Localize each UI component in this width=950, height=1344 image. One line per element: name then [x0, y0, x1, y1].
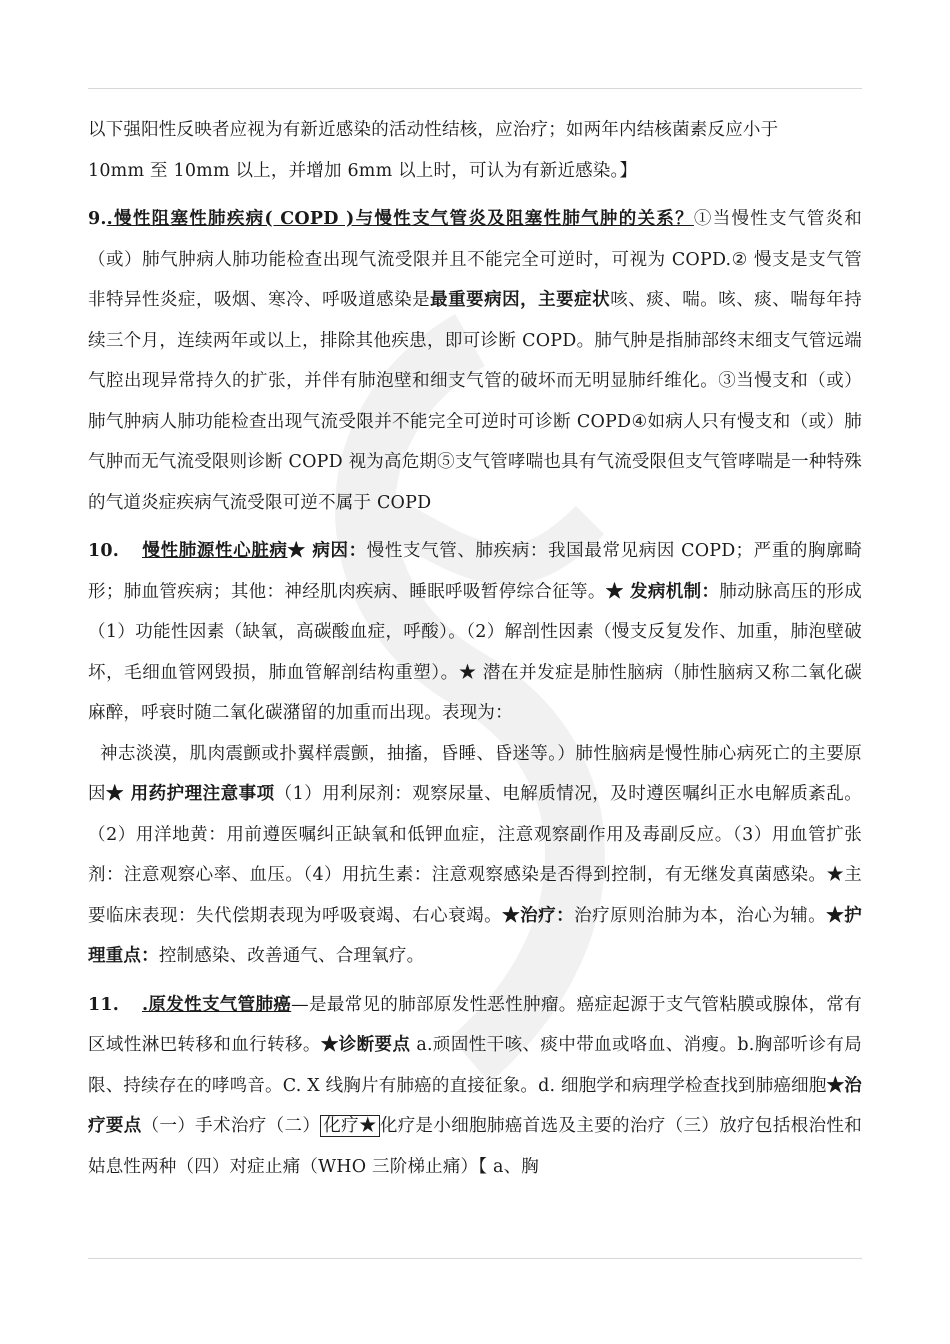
paragraph-8-tail: [88, 110, 862, 191]
star-heading: ★ 用药护理注意事项: [106, 784, 275, 804]
section-text: ①当慢性支气管炎和（或）肺气肿病人肺功能检查出现气流受限并且不能完全可逆时，可视为 COPD.② 慢支是支气管非特异性炎症，吸烟、寒冷、呼吸道感染是: [88, 209, 862, 310]
section-text: 肺动脉高压的形成（1）功能性因素（缺氧，高碳酸血症，呼酸）。（2）解剖性因素（慢支反复发作、加重，肺泡壁破坏，毛细血管网毁损，肺血管解剖结构重塑）。★ 潜在并发症是肺性脑病（肺性脑病又称二氧化碳麻醉，呼衰时随二氧化碳潴留的加重而出现。表现为：: [88, 581, 862, 723]
section-title: .原发性支气管肺癌: [142, 994, 292, 1015]
star-heading: ★ 病因：: [287, 541, 367, 561]
section-text: 神志淡漠，肌肉震颤或扑翼样震颤，抽搐，昏睡、昏迷等。）肺性脑病是慢性肺心病死亡的主要原因: [88, 743, 862, 804]
star-heading: ★护理重点：: [88, 905, 862, 966]
section-title: 慢性肺源性心脏病: [142, 541, 288, 561]
paragraph-line: 10mm 至 10mm 以上，并增加 6mm 以上时，可认为有新近感染。】: [88, 160, 638, 181]
section-11: [88, 985, 862, 1188]
section-9: [88, 199, 862, 523]
footer-rule: [88, 1258, 862, 1259]
header-rule: [88, 88, 862, 89]
section-text: 控制感染、改善通气、合理氧疗。: [158, 946, 425, 966]
document-body: [88, 110, 862, 1187]
section-number: 11.: [88, 994, 120, 1015]
section-text: 慢性支气管、肺疾病：我国最常见病因 COPD；严重的胸廓畸形；肺血管疾病；其他：神经肌肉疾病、睡眠呼吸暂停综合征等。: [88, 541, 862, 602]
section-10: [88, 531, 862, 977]
section-text: 咳、痰、喘。咳、痰、喘每年持续三个月，连续两年或以上，排除其他疾患，即可诊断 COPD。肺气肿是指肺部终末细支气管远端气腔出现异常持久的扩张，并伴有肺泡壁和细支气管的破坏而无明显肺纤维化。③当慢支和（或）肺气肿病人肺功能检查出现气流受限并不能完全可逆时可诊断 COPD④如病人只有慢支和（或）肺气肿而无气流受限则诊断 COPD 视为高危期⑤支气管哮喘也具有气流受限但支气管哮喘是一种特殊的气道炎症疾病气流受限可逆不属于 COPD: [88, 290, 862, 513]
section-text: 化疗是小细胞肺癌首选及主要的治疗（三）放疗包括根治性和姑息性两种（四）对症止痛（WHO 三阶梯止痛）【 a、胸: [88, 1116, 862, 1177]
section-text: —是最常见的肺部原发性恶性肿瘤。癌症起源于支气管粘膜或腺体，常有区域性淋巴转移和血行转移。: [88, 994, 862, 1055]
star-heading: ★治疗：: [502, 905, 575, 926]
paragraph-line: 以下强阳性反映者应视为有新近感染的活动性结核，应治疗；如两年内结核菌素反应小于: [88, 120, 779, 140]
section-number: 10.: [88, 541, 120, 561]
section-text: 治疗原则治肺为本，治心为辅。: [574, 905, 827, 926]
star-heading: ★治疗要点: [88, 1075, 862, 1136]
section-text: a.顽固性干咳、痰中带血或咯血、消瘦。b.胸部听诊有局限、持续存在的哮鸣音。C. X 线胸片有肺癌的直接征象。d. 细胞学和病理学检查找到肺癌细胞: [88, 1035, 862, 1096]
star-heading: ★诊断要点: [320, 1035, 411, 1055]
section-number: 9.: [88, 209, 107, 229]
section-text: （一）手术治疗（二）: [141, 1116, 321, 1136]
section-title: .慢性阻塞性肺疾病( COPD )与慢性支气管炎及阻塞性肺气肿的关系？: [106, 209, 694, 229]
section-text: （1）用利尿剂：观察尿量、电解质情况，及时遵医嘱纠正水电解质紊乱。（2）用洋地黄：用前遵医嘱纠正缺氧和低钾血症，注意观察副作用及毒副反应。（3）用血管扩张剂：注意观察心率、血压。（4）用抗生素：注意观察感染是否得到控制，有无继发真菌感染。★主要临床表现：失代偿期表现为呼吸衰竭、右心衰竭。: [88, 784, 863, 926]
boxed-term: 化疗★: [320, 1115, 380, 1137]
star-heading: ★ 发病机制：: [605, 581, 720, 602]
section-emphasis: 最重要病因，主要症状: [430, 290, 611, 310]
